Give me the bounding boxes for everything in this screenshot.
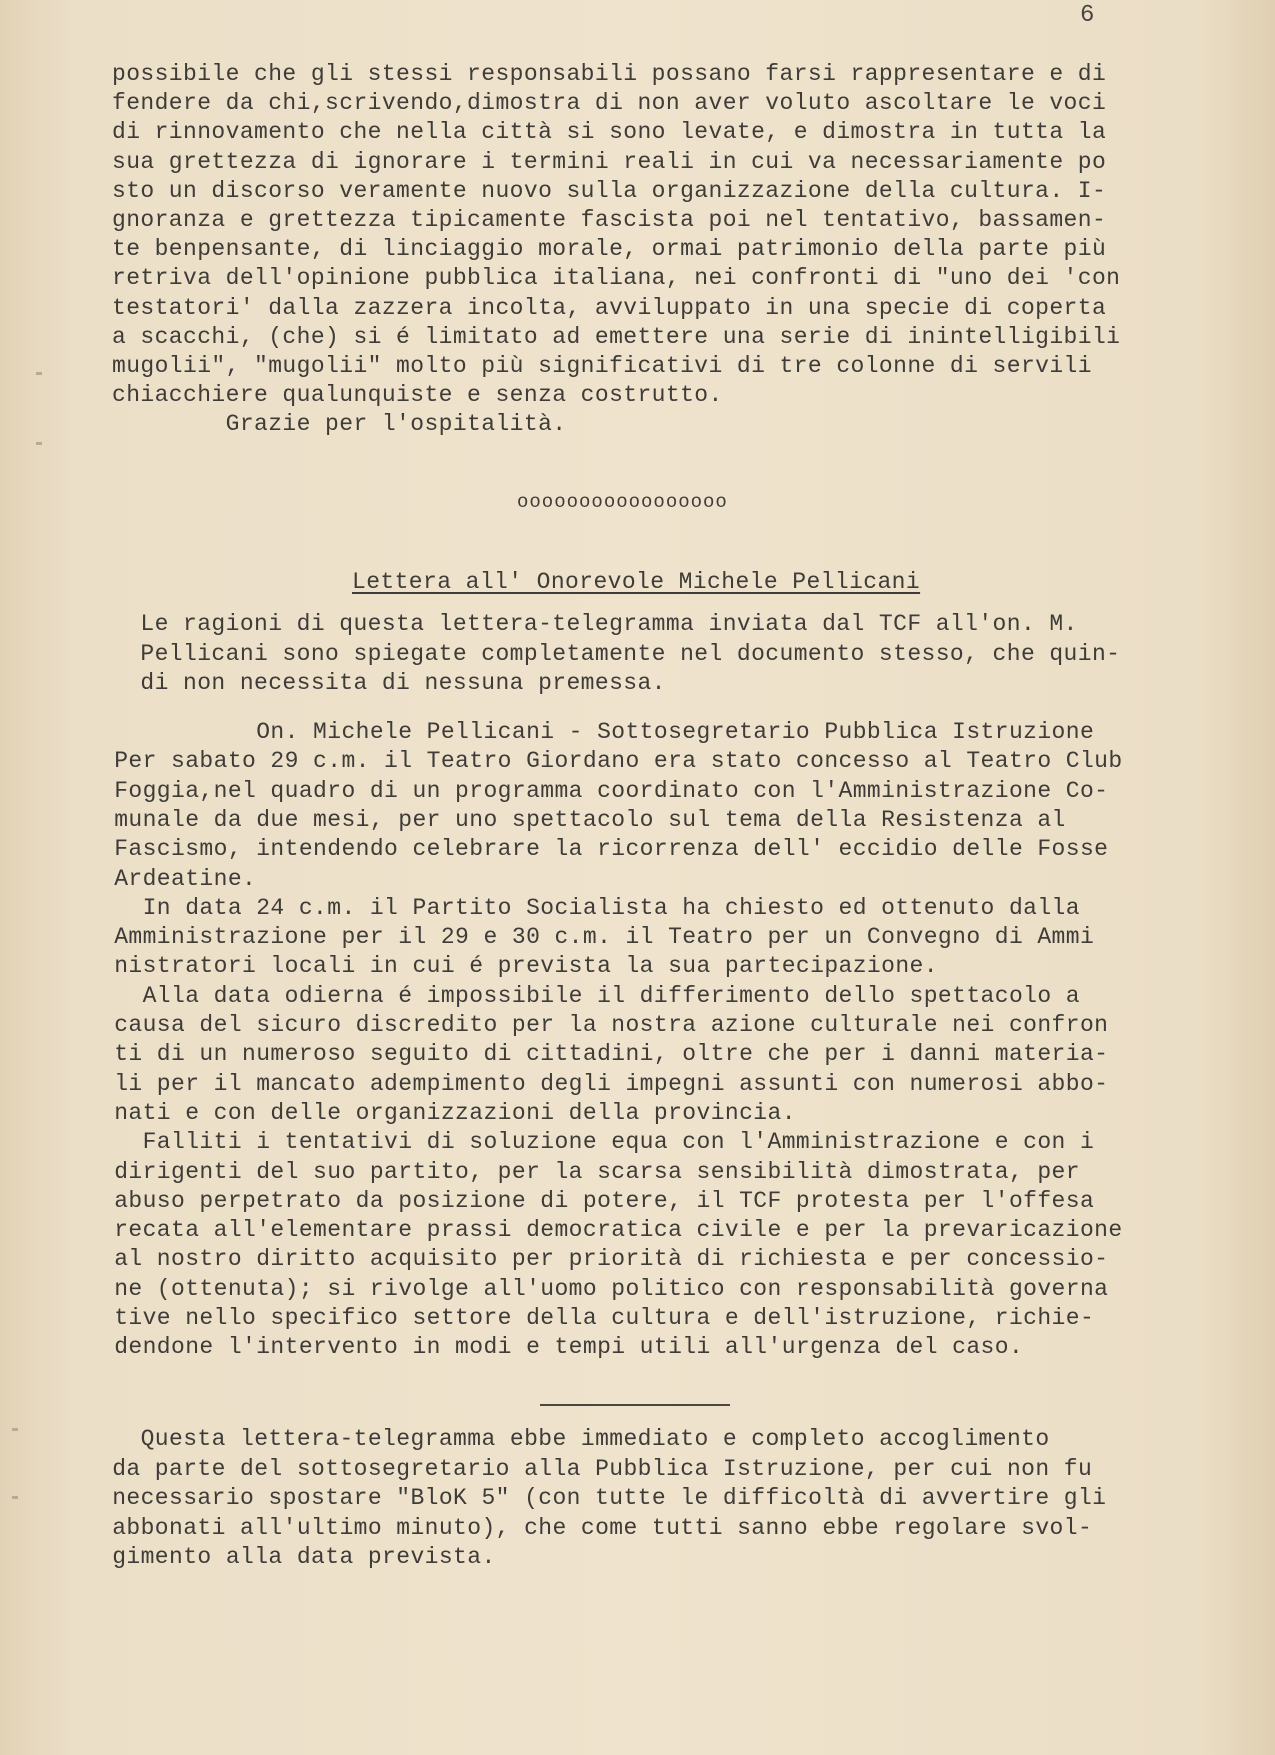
text-line: li per il mancato adempimento degli impegni assunti con numerosi abbo-: [100, 1070, 1109, 1097]
text-line: Foggia,nel quadro di un programma coordinato con l'Amministrazione Co-: [100, 777, 1109, 804]
text-line: mugolii", "mugolii" molto più significativi di tre colonne di servili: [112, 353, 1092, 379]
text-line: ne (ottenuta); si rivolge all'uomo politico con responsabilità governa: [100, 1275, 1109, 1302]
text-line: te benpensante, di linciaggio morale, ormai patrimonio della parte più: [112, 236, 1107, 263]
circle-separator: ooooooooooooooooo: [517, 491, 728, 513]
margin-mark: [12, 1496, 18, 1499]
text-line: necessario spostare "BloK 5" (con tutte le difficoltà di avvertire gli: [98, 1485, 1107, 1511]
text-line: tive nello specifico settore della cultura e dell'istruzione, richie-: [100, 1305, 1095, 1331]
text-line: Grazie per l'ospitalità.: [112, 411, 567, 438]
text-line: fendere da chi,scrivendo,dimostra di non aver voluto ascoltare le voci: [112, 90, 1107, 117]
text-line: Amministrazione per il 29 e 30 c.m. il Teatro per un Convegno di Ammi: [100, 924, 1095, 951]
text-line: gimento alla data prevista.: [98, 1544, 496, 1570]
margin-mark: [36, 372, 42, 375]
text-line: munale da due mesi, per uno spettacolo sul tema della Resistenza al: [100, 806, 1066, 833]
text-line: Ardeatine.: [100, 865, 257, 892]
horizontal-rule: [540, 1404, 730, 1406]
text-line: Fascismo, intendendo celebrare la ricorrenza dell' eccidio delle Fosse: [100, 836, 1109, 863]
text-line: gnoranza e grettezza tipicamente fascista poi nel tentativo, bassamen-: [112, 207, 1107, 233]
text-line: recata all'elementare prassi democratica civile e per la prevaricazione: [100, 1217, 1123, 1244]
text-line: sto un discorso veramente nuovo sulla organizzazione della cultura. I-: [112, 177, 1107, 204]
text-line: nati e con delle organizzazioni della provincia.: [100, 1099, 796, 1126]
text-line: retriva dell'opinione pubblica italiana, nei confronti di "uno dei 'con: [112, 265, 1121, 292]
text-line: Alla data odierna é impossibile il differimento dello spettacolo a: [100, 982, 1080, 1009]
text-line: Per sabato 29 c.m. il Teatro Giordano era stato concesso al Teatro Club: [100, 748, 1123, 775]
text-line: nistratori locali in cui é prevista la sua partecipazione.: [100, 953, 938, 980]
text-line: chiacchiere qualunquiste e senza costrutto.: [112, 382, 723, 409]
text-line: di non necessita di nessuna premessa.: [112, 670, 666, 696]
text-line: dendone l'intervento in modi e tempi utili all'urgenza del caso.: [100, 1334, 1024, 1361]
text-line: abuso perpetrato da posizione di potere, il TCF protesta per l'offesa: [100, 1187, 1095, 1214]
text-line: al nostro diritto acquisito per priorità di richiesta e per concessio-: [100, 1246, 1109, 1273]
text-line: abbonati all'ultimo minuto), che come tutti sanno ebbe regolare svol-: [98, 1514, 1093, 1541]
text-line: Le ragioni di questa lettera-telegramma inviata dal TCF all'on. M.: [112, 611, 1078, 637]
text-line: Falliti i tentativi di soluzione equa con l'Amministrazione e con i: [100, 1129, 1095, 1156]
text-line: Pellicani sono spiegate completamente nel documento stesso, che quin-: [112, 640, 1121, 667]
margin-mark: [36, 442, 42, 445]
text-line: On. Michele Pellicani - Sottosegretario Pubblica Istruzione: [100, 719, 1095, 745]
text-line: Questa lettera-telegramma ebbe immediato e completo accoglimento: [98, 1426, 1050, 1452]
margin-mark: [12, 1428, 18, 1431]
text-line: In data 24 c.m. il Partito Socialista ha chiesto ed ottenuto dalla: [100, 894, 1080, 921]
text-line: da parte del sottosegretario alla Pubblica Istruzione, per cui non fu: [98, 1455, 1093, 1482]
page-number: 6: [1080, 2, 1095, 29]
text-line: sua grettezza di ignorare i termini reali in cui va necessariamente po: [112, 148, 1107, 175]
text-line: ti di un numeroso seguito di cittadini, oltre che per i danni materia-: [100, 1041, 1109, 1068]
text-line: a scacchi, (che) si é limitato ad emettere una serie di inintelligibili: [112, 323, 1121, 350]
text-line: possibile che gli stessi responsabili possano farsi rappresentare e di: [112, 61, 1107, 87]
text-line: di rinnovamento che nella città si sono levate, e dimostra in tutta la: [112, 119, 1107, 146]
text-line: causa del sicuro discredito per la nostra azione culturale nei confron: [100, 1012, 1109, 1038]
letter-title: Lettera all' Onorevole Michele Pellicani: [352, 569, 921, 595]
text-line: dirigenti del suo partito, per la scarsa sensibilità dimostrata, per: [100, 1158, 1080, 1185]
text-line: testatori' dalla zazzera incolta, avviluppato in una specie di coperta: [112, 294, 1107, 321]
